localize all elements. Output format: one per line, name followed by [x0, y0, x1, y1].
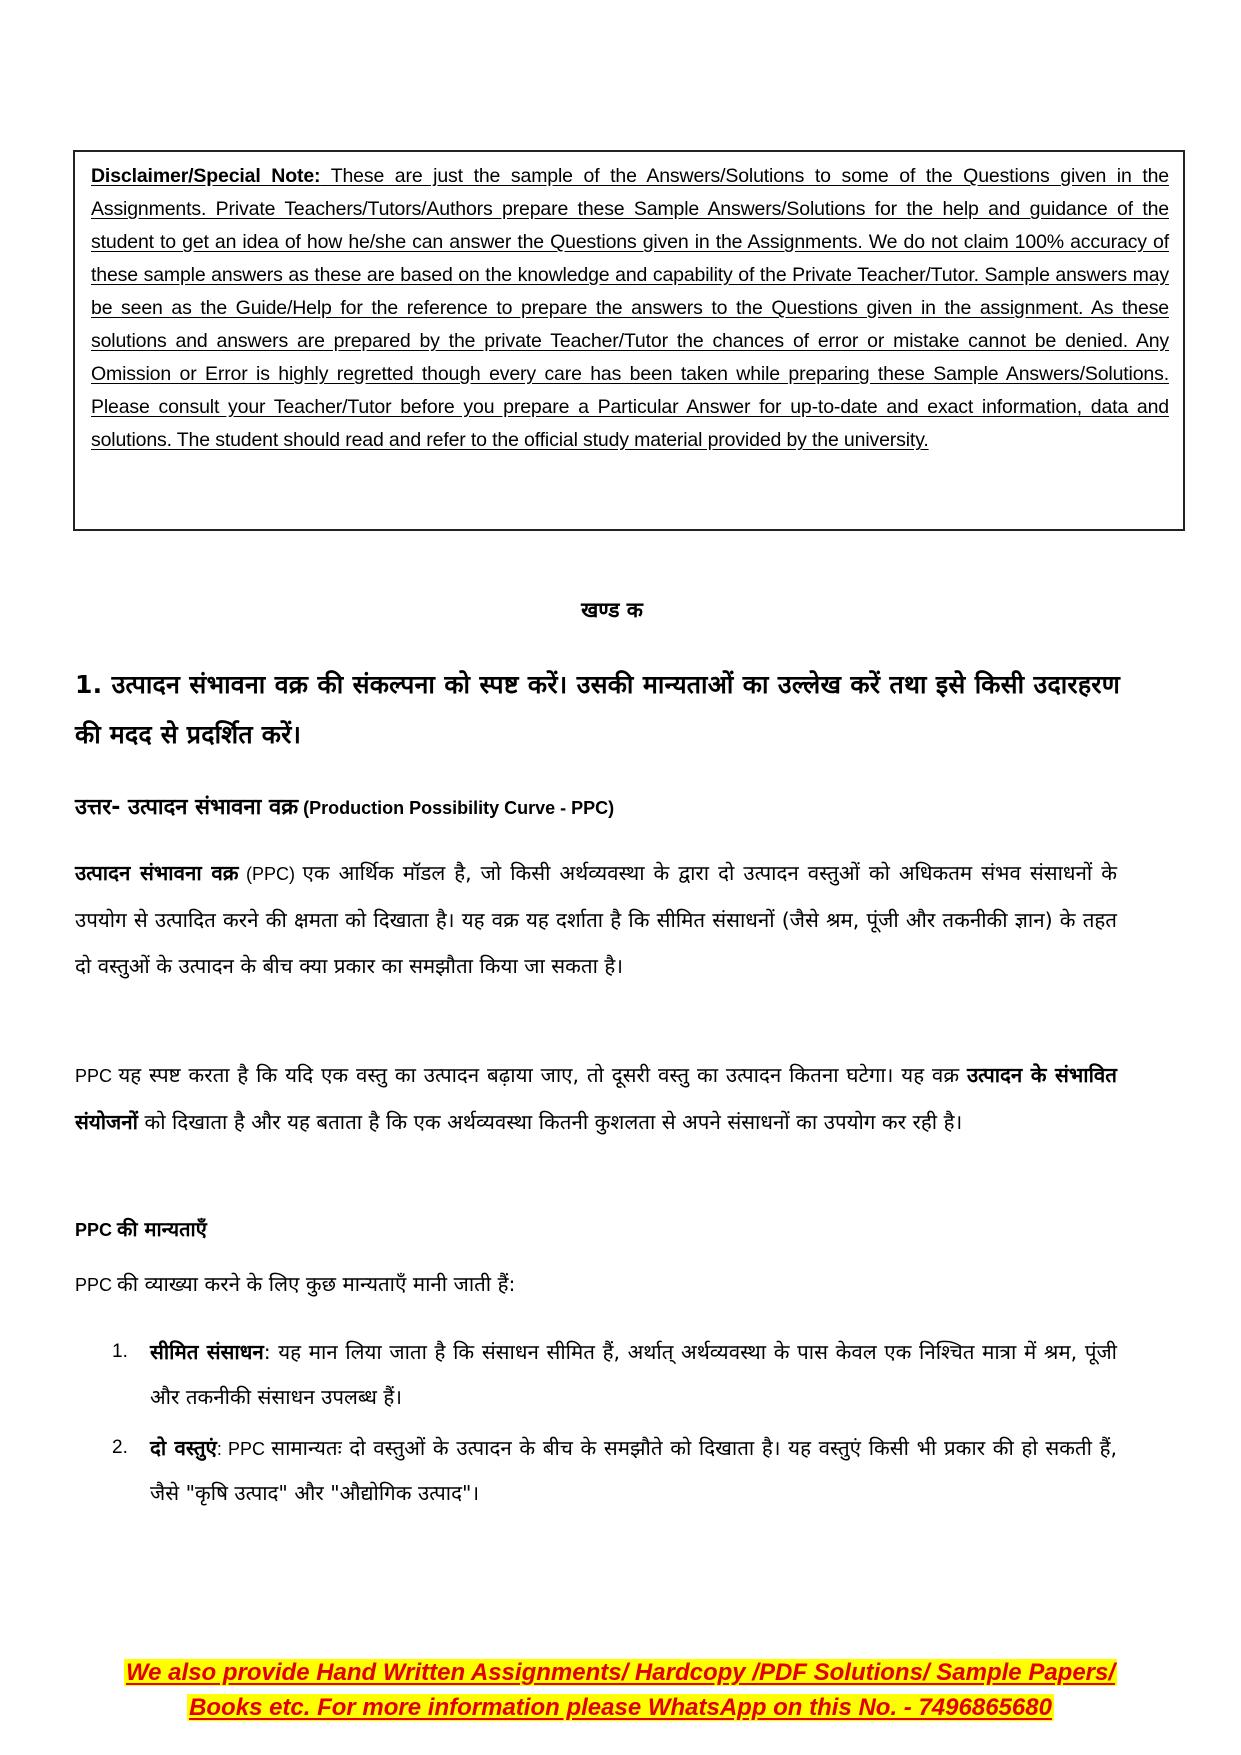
- assumptions-intro: [75, 1270, 515, 1298]
- answer-heading-english: (Production Possibility Curve - PPC): [298, 798, 615, 818]
- paragraph-definition-bold: उत्पादन संभावना वक्र: [75, 861, 239, 885]
- assumptions-heading-text: की मान्यताएँ: [117, 1217, 207, 1241]
- promo-footer-line1: We also provide Hand Written Assignments/ Hardcopy /PDF Solutions/ Sample Papers/: [125, 1659, 1116, 1686]
- paragraph-definition: [75, 850, 1117, 989]
- disclaimer-body: These are just the sample of the Answers/Solutions to some of the Questions given in the Assignments. Private Teachers/Tutors/Authors prepare these Sample Answers/Solutions for the help and guidance of the student to get an idea of how he/she can answer the Questions given in the Assignments. We do not claim 100% accuracy of these sample answers as these are based on the knowledge and capability of the Private Teacher/Tutor. Sample answers may be seen as the Guide/Help for the reference to prepare the answers to the Questions given in the assignment. As these solutions and answers are prepared by the private Teacher/Tutor the chances of error or mistake cannot be denied. Any Omission or Error is highly regretted though every care has been taken while preparing these Sample Answers/Solutions. Please consult your Teacher/Tutor before you prepare a Particular Answer for up-to-date and exact information, data and solutions. The student should read and refer to the official study material provided by the university.: [91, 165, 1169, 451]
- disclaimer-box: [73, 150, 1185, 531]
- paragraph-explanation-text-after: को दिखाता है और यह बताता है कि एक अर्थव्यवस्था कितनी कुशलता से अपने संसाधनों का उपयोग कर रही है।: [137, 1110, 963, 1134]
- list-item-number: 2.: [112, 1437, 128, 1458]
- assumptions-heading-abbr: PPC: [75, 1220, 118, 1240]
- assumptions-heading: [75, 1215, 207, 1242]
- list-item-abbr: : PPC: [216, 1439, 272, 1459]
- list-item-title: सीमित संसाधन: [150, 1340, 264, 1364]
- paragraph-definition-text: एक आर्थिक मॉडल है, जो किसी अर्थव्यवस्था के द्वारा दो उत्पादन वस्तुओं को अधिकतम संभव संसाधनों के उपयोग से उत्पादित करने की क्षमता को दिखाता है। यह वक्र यह दर्शाता है कि सीमित संसाधनों (जैसे श्रम, पूंजी और तकनीकी ज्ञान) के तहत दो वस्तुओं के उत्पादन के बीच क्या प्रकार का समझौता किया जा सकता है।: [75, 861, 1117, 978]
- question-heading: 1. उत्पादन संभावना वक्र की संकल्पना को स्पष्ट करें। उसकी मान्यताओं का उल्लेख करें तथा इसे किसी उदारहरण की मदद से प्रदर्शित करें।: [75, 670, 1120, 749]
- paragraph-definition-abbr: (PPC): [238, 864, 303, 884]
- list-item-body: [150, 1426, 1117, 1515]
- list-item-text: : यह मान लिया जाता है कि संसाधन सीमित हैं, अर्थात् अर्थव्यवस्था के पास केवल एक निश्चित मात्रा में श्रम, पूंजी और तकनीकी संसाधन उपलब्ध हैं।: [150, 1340, 1117, 1409]
- list-item-number: 1.: [112, 1341, 128, 1362]
- answer-heading-hindi: उत्तर- उत्पादन संभावना वक्र: [75, 795, 299, 820]
- disclaimer-label: Disclaimer/Special Note:: [91, 165, 321, 187]
- assumptions-intro-text: की व्याख्या करने के लिए कुछ मान्यताएँ मानी जाती हैं:: [117, 1272, 516, 1296]
- promo-footer-line2: Books etc. For more information please WhatsApp on this No. - 7496865680: [189, 1694, 1052, 1721]
- list-item-title: दो वस्तुएं: [150, 1436, 217, 1460]
- section-title: खण्ड क: [581, 598, 643, 622]
- paragraph-explanation: [75, 1052, 1117, 1145]
- paragraph-explanation-text-before: यह स्पष्ट करता है कि यदि एक वस्तु का उत्पादन बढ़ाया जाए, तो दूसरी वस्तु का उत्पादन कितना घटेगा। यह वक्र: [118, 1063, 967, 1087]
- paragraph-explanation-bold: उत्पादन के संभावित संयोजनों: [75, 1063, 1117, 1134]
- assumptions-intro-abbr: PPC: [75, 1275, 118, 1295]
- disclaimer-text: [91, 160, 1169, 457]
- list-item-body: [150, 1330, 1117, 1419]
- promo-footer: [0, 1655, 1241, 1725]
- list-item-text: सामान्यतः दो वस्तुओं के उत्पादन के बीच के समझौते को दिखाता है। यह वस्तुएं किसी भी प्रकार की हो सकती हैं, जैसे "कृषि उत्पाद" और "औद्योगिक उत्पाद"।: [150, 1436, 1117, 1505]
- answer-heading: [75, 790, 1115, 825]
- paragraph-explanation-abbr: PPC: [75, 1066, 119, 1086]
